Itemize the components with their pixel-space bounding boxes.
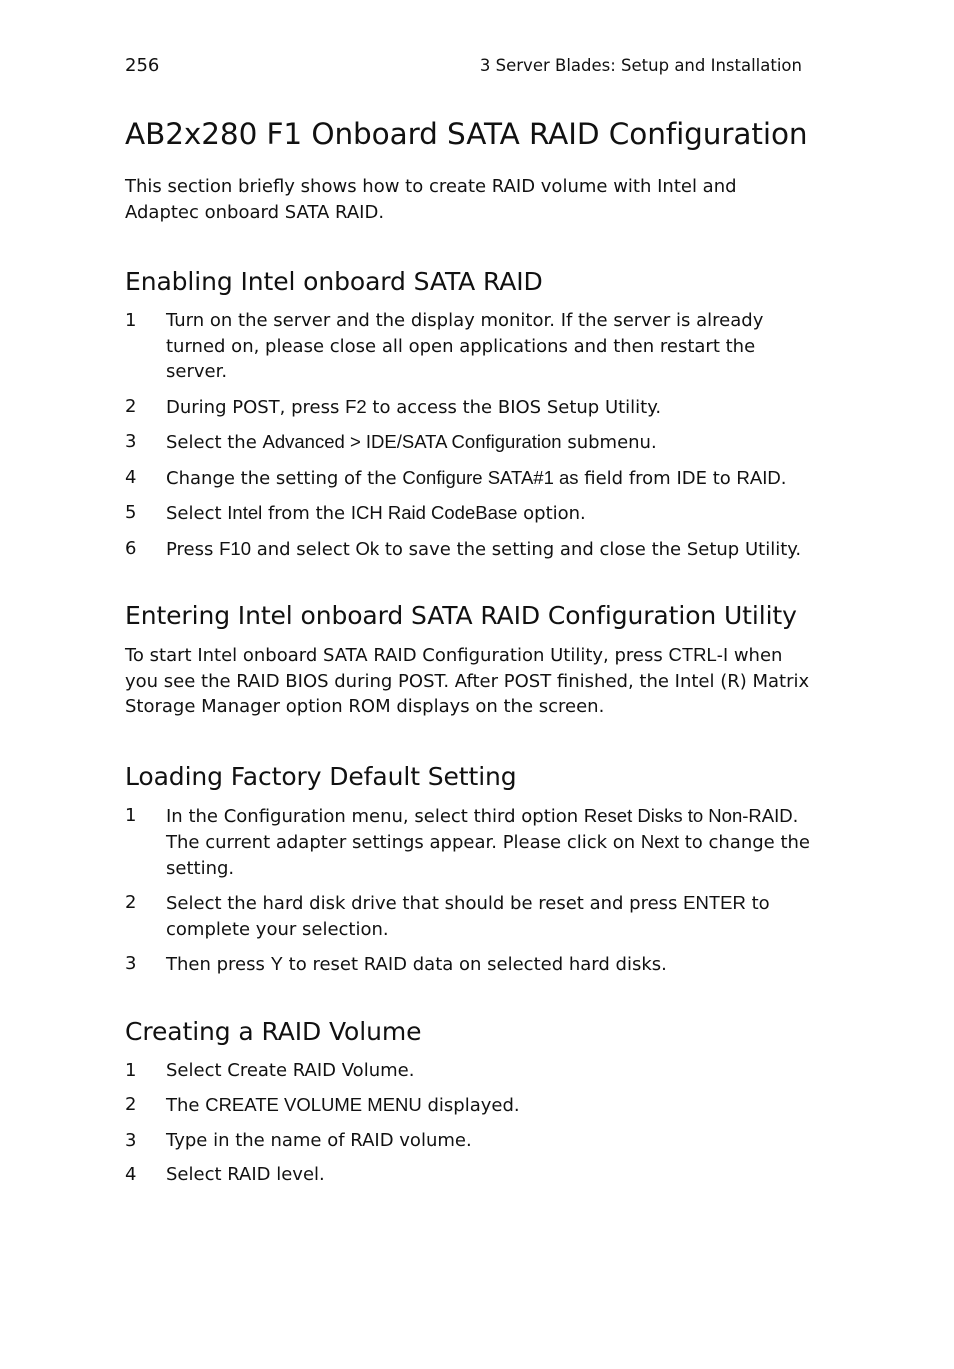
field-name: Configure SATA#1 as	[402, 466, 579, 488]
creating-steps	[125, 1058, 815, 1188]
heading-entering: Entering Intel onboard SATA RAID Configuration Utility	[125, 601, 797, 630]
chapter-title: 3 Server Blades: Setup and Installation	[479, 56, 802, 75]
option-value: Ok	[355, 537, 380, 559]
step-number: 1	[125, 1059, 137, 1081]
list-item: 3 Then press Y to reset RAID data on selected hard disks.	[125, 953, 667, 975]
list-item: 3 Select the Advanced > IDE/SATA Configuration submenu.	[125, 431, 657, 453]
step-number: 4	[125, 466, 137, 488]
menu-path: Advanced > IDE/SATA Configuration	[262, 431, 562, 452]
step-number: 6	[125, 537, 137, 559]
menu-name: CREATE VOLUME MENU	[205, 1094, 422, 1115]
list-item: 1 Select Create RAID Volume.	[125, 1058, 815, 1084]
list-item: 4 Select RAID level.	[125, 1162, 815, 1188]
list-item: 3 Type in the name of RAID volume.	[125, 1128, 815, 1154]
step-number: 5	[125, 502, 137, 523]
step-number: 2	[125, 892, 137, 913]
list-item: 2 The CREATE VOLUME MENU displayed.	[125, 1094, 520, 1116]
page-title: AB2x280 F1 Onboard SATA RAID Configuration	[125, 117, 808, 151]
field-value: RAID	[736, 466, 781, 488]
list-item: 1 In the Configuration menu, select third option Reset Disks to Non-RAID. The current adapter settings appear. Please click on Next to change the setting.	[125, 804, 810, 879]
list-item: 6 Press F10 and select Ok to save the setting and close the Setup Utility.	[125, 537, 802, 560]
step-number: 2	[125, 1094, 137, 1115]
key-label: F2	[345, 395, 367, 417]
heading-loading: Loading Factory Default Setting	[125, 761, 517, 791]
list-item: 4 Change the setting of the Configure SATA#1 as field from IDE to RAID.	[125, 466, 787, 489]
document-page	[125, 52, 815, 1197]
heading-creating: Creating a RAID Volume	[125, 1016, 422, 1046]
page-number: 256	[125, 55, 160, 76]
running-header	[125, 52, 815, 82]
entering-paragraph: To start Intel onboard SATA RAID Configuration Utility, press CTRL-I when you see the RAID BIOS during POST. After POST finished, the Intel (R) Matrix Storage Manager option ROM displays on the screen.	[125, 644, 810, 717]
key-label: CTRL-I	[668, 644, 729, 665]
option-name: ICH Raid CodeBase	[350, 502, 518, 523]
list-item: 2 Select the hard disk drive that should be reset and press ENTER to complete your selection.	[125, 892, 770, 940]
list-item: 5 Select Intel from the ICH Raid CodeBase option.	[125, 502, 586, 524]
step-number: 1	[125, 804, 137, 826]
list-item: 2 During POST, press F2 to access the BIOS Setup Utility.	[125, 395, 662, 418]
key-label: F10	[219, 537, 251, 559]
step-number: 3	[125, 1129, 137, 1151]
button-label: Next	[640, 831, 679, 852]
heading-enabling: Enabling Intel onboard SATA RAID	[125, 267, 543, 296]
key-label: ENTER	[683, 892, 746, 913]
step-number: 1	[125, 310, 137, 331]
option-value: Intel	[227, 502, 263, 523]
step-number: 3	[125, 953, 137, 974]
key-label: Y	[270, 953, 283, 974]
loading-steps	[125, 803, 815, 978]
list-item: 1 Turn on the server and the display monitor. If the server is already turned on, please close all open applications and then restart the server.	[125, 310, 764, 382]
step-number: 2	[125, 395, 137, 417]
intro-paragraph: This section briefly shows how to create RAID volume with Intel and Adaptec onboard SATA RAID.	[125, 176, 737, 223]
step-number: 4	[125, 1164, 137, 1185]
enabling-steps	[125, 308, 815, 562]
step-number: 3	[125, 431, 137, 452]
menu-option: Reset Disks to Non-RAID	[583, 804, 793, 826]
